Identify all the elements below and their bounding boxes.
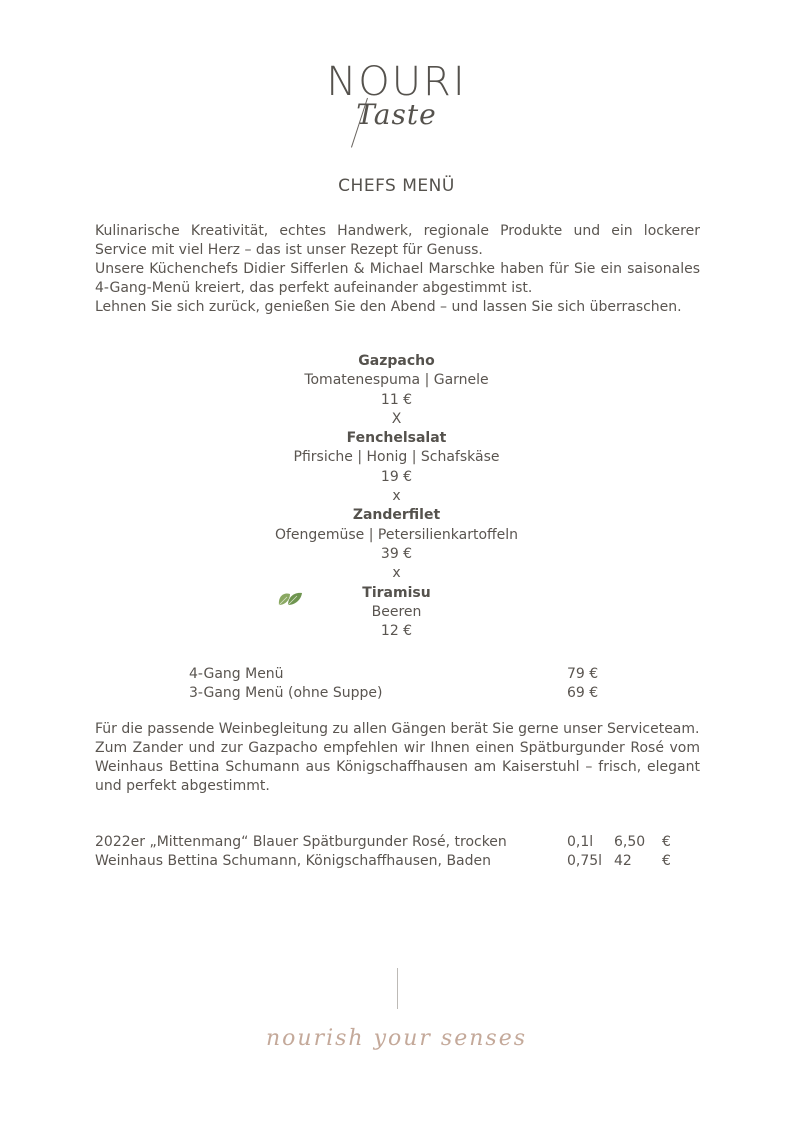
menu-label: 3-Gang Menü (ohne Suppe) (189, 685, 383, 701)
brand-logo: NOURI (326, 59, 467, 105)
menu-price: 79 € (567, 666, 599, 682)
wine-name: Weinhaus Bettina Schumann, Königschaffhausen, Baden (95, 853, 491, 869)
wine-currency: € (662, 834, 671, 850)
wine-price: 6,50 (614, 834, 646, 850)
wine-price: 42 (614, 853, 632, 869)
wine-paragraph: Zum Zander und zur Gazpacho empfehlen wir Ihnen einen Spätburgunder Rosé vom Weinhaus Bettina Schumann aus Königschaffhausen am Kaiserstuhl – frisch, elegant und perfekt abgestimmt. (95, 740, 700, 794)
wine-volume: 0,1l (567, 834, 594, 850)
wine-paragraph: Für die passende Weinbegleitung zu allen Gängen berät Sie gerne unser Serviceteam. (95, 721, 700, 737)
course-price: 39 € (380, 545, 413, 562)
course-name: Gazpacho (358, 353, 435, 369)
wine-name: 2022er „Mittenmang“ Blauer Spätburgunder Rosé, trocken (95, 834, 507, 850)
course-description: Pfirsiche | Honig | Schafskäse (293, 449, 500, 466)
wine-row (95, 833, 705, 852)
course-price: 11 € (380, 391, 413, 408)
course-name: Tiramisu (362, 584, 431, 601)
course-description: Beeren (371, 603, 422, 620)
intro-paragraph: Unsere Küchenchefs Didier Sifferlen & Michael Marschke haben für Sie ein saisonales 4-Gang-Menü kreiert, das perfekt aufeinander abgestimmt ist. (95, 261, 700, 296)
menu-price-row (189, 684, 609, 703)
wine-row (95, 852, 705, 871)
course-description: Tomatenespuma | Garnele (304, 372, 489, 389)
menu-label: 4-Gang Menü (189, 666, 284, 682)
course-list (0, 352, 793, 641)
course-separator: x (392, 488, 401, 505)
wine-intro (95, 720, 700, 796)
course-name: Zanderfilet (352, 507, 441, 524)
intro-paragraph: Kulinarische Kreativität, echtes Handwerk, regionale Produkte und ein lockerer Service mit viel Herz – das ist unser Rezept für Genuss. (95, 223, 700, 258)
wine-volume: 0,75l (567, 853, 603, 869)
course-price: 19 € (380, 468, 413, 485)
brand-script: Taste (356, 98, 437, 131)
menu-price-list (189, 665, 609, 703)
tagline: nourish your senses (265, 1026, 528, 1051)
wine-currency: € (662, 853, 671, 869)
wine-list (95, 833, 705, 871)
course-separator: X (391, 410, 402, 427)
page-title: CHEFS MENÜ (338, 176, 455, 196)
menu-price: 69 € (567, 685, 599, 701)
course-separator: x (392, 565, 401, 582)
course-description: Ofengemüse | Petersilienkartoffeln (274, 526, 519, 543)
menu-price-row (189, 665, 609, 684)
course-price: 12 € (380, 623, 413, 640)
leaf-icon (276, 588, 304, 608)
intro-paragraph: Lehnen Sie sich zurück, genießen Sie den Abend – und lassen Sie sich überraschen. (95, 299, 682, 315)
intro-text (95, 222, 700, 317)
course-name: Fenchelsalat (346, 430, 447, 447)
vertical-divider (397, 968, 398, 1009)
